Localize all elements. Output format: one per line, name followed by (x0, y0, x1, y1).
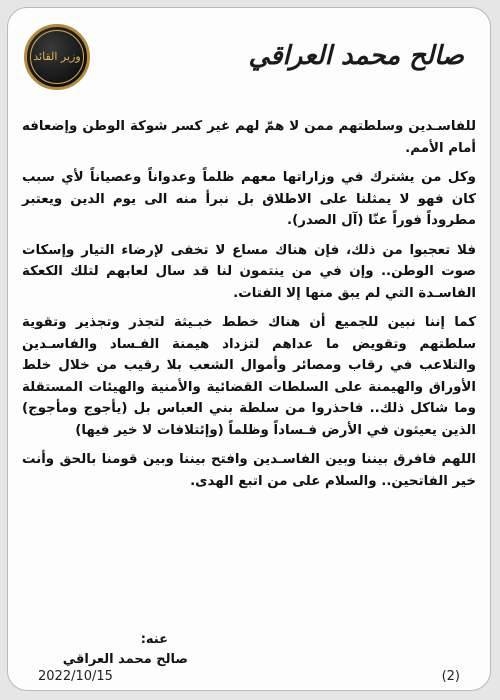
paragraph-2: وكل من يشترك في وزاراتها معهم ظلماً وعدواناً وعصياناً لأي سبب كان فهو لا يمثلنا على الاطلاق بل نبرأ منه الى يوم الدين ويعتبر مطروداً فوراً عنّا (آل الصدر). (22, 170, 476, 228)
document-header (8, 8, 490, 104)
page-number: (2) (441, 669, 460, 684)
logo-emblem (24, 24, 90, 90)
paragraph-3: فلا تعجبوا من ذلك، فإن هناك مساع لا تخفى لإرضاء التيار وإسكات صوت الوطن.. وإن في من ينتمون لنا قد سال لعابهم لتلك الكعكة الفاسـدة التي لم يبق منها إلا الفتات. (22, 242, 476, 301)
document-body (22, 116, 476, 500)
signature-label: عنه: (140, 632, 168, 647)
paragraph-4: كما إننا نبين للجميع أن هناك خطط خبـيثة لتجذر وتجذير وتقوية سلطتهم وتقويض ما عداهم لتزداد هيمنة الفـساد والفاسـدين والتلاعب في رقاب ومصائر وأموال الشعب بلا رقيب من خلال خلط الأوراق والهيمنة على السلطات القضائية والأمنية والهيئات المستقلة وما شاكل ذلك.. فاحذروا من سلطة بني العباس بل (يأجوج ومأجوج) الذين يعيثون في الأرض فـساداً وظلماً (وإئتلافات لا خير فيها) (22, 315, 476, 438)
calligraphy-title: صالح محمد العراقي (248, 41, 464, 71)
paragraph-1: للفاسـدين وسلطتهم ممن لا همّ لهم غير كسر شوكة الوطن وإضعافه أمام الأمم. (22, 119, 476, 156)
signature-name: صالح محمد العراقي (62, 652, 188, 667)
paragraph-5: اللهم فافرق بيننا وبين الفاسـدين وافتح بيننا وبين قومنا بالحق وأنت خير الفاتحين.. والسلام على من اتبع الهدى. (22, 452, 476, 489)
document-page (7, 7, 491, 691)
signature-block (28, 630, 188, 670)
logo-text: وزير القائد (30, 30, 84, 84)
document-date: 2022/10/15 (38, 669, 113, 684)
